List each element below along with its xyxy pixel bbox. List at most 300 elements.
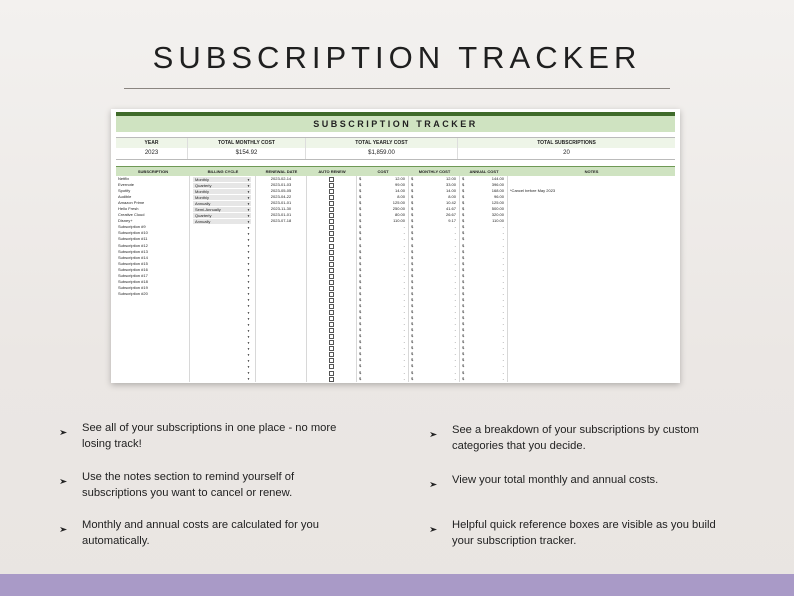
annual-cost-value: 125.00 <box>491 200 504 206</box>
billing-cycle-value: Monthly <box>195 194 210 200</box>
currency-symbol: $ <box>359 357 362 363</box>
currency-symbol: $ <box>359 206 362 212</box>
cost-value: 12.00 <box>394 176 405 181</box>
currency-symbol: $ <box>359 302 362 308</box>
annual-cost-value: 144.00 <box>491 176 504 181</box>
currency-symbol: $ <box>359 272 362 278</box>
subscription-name-cell[interactable]: Disney+ <box>116 218 190 224</box>
currency-symbol: $ <box>462 212 465 218</box>
monthly-cost-value: - <box>454 333 456 339</box>
renewal-date-cell[interactable] <box>256 376 307 382</box>
bullet-icon <box>430 522 437 527</box>
currency-symbol: $ <box>411 351 414 357</box>
annual-cost-value: - <box>502 333 504 339</box>
dropdown-arrow-icon: ▼ <box>247 322 250 327</box>
monthly-cost-value: 26.67 <box>445 212 456 218</box>
feature-item <box>82 518 352 549</box>
currency-symbol: $ <box>359 339 362 345</box>
currency-symbol: $ <box>462 309 465 315</box>
billing-cycle-value: Monthly <box>195 188 210 194</box>
column-header: COST <box>377 169 389 174</box>
currency-symbol: $ <box>411 224 414 230</box>
subscription-table <box>116 166 675 386</box>
dropdown-arrow-icon: ▼ <box>247 189 250 194</box>
cost-value: 110.00 <box>393 218 405 224</box>
dropdown-arrow-icon: ▼ <box>247 256 250 261</box>
cost-value: 99.00 <box>394 182 405 188</box>
currency-symbol: $ <box>359 176 362 181</box>
cost-value: 80.00 <box>394 212 405 218</box>
currency-symbol: $ <box>462 284 465 290</box>
billing-cycle-cell <box>190 376 256 382</box>
currency-symbol: $ <box>411 188 414 194</box>
monthly-cost-value: - <box>454 315 456 321</box>
cost-value: - <box>403 284 405 290</box>
summary-value: 20 <box>563 150 570 156</box>
monthly-cost-value: - <box>454 339 456 345</box>
monthly-cost-value: - <box>454 230 456 236</box>
dropdown-arrow-icon: ▼ <box>247 177 250 182</box>
monthly-cost-value: - <box>454 272 456 278</box>
monthly-cost-value: - <box>454 309 456 315</box>
summary-monthly-cost <box>188 138 306 159</box>
currency-symbol: $ <box>411 339 414 345</box>
currency-symbol: $ <box>462 266 465 272</box>
currency-symbol: $ <box>411 218 414 224</box>
bullet-icon <box>430 477 437 482</box>
monthly-cost-value: - <box>454 284 456 290</box>
annual-cost-value: - <box>502 266 504 272</box>
annual-cost-value: - <box>502 278 504 284</box>
currency-symbol: $ <box>359 345 362 351</box>
column-header: ANNUAL COST <box>469 169 499 174</box>
billing-cycle-value: Annually <box>195 218 211 224</box>
annual-cost-value: - <box>502 248 504 254</box>
column-header: BILLING CYCLE <box>207 169 239 174</box>
feature-item <box>452 473 722 489</box>
dropdown-arrow-icon: ▼ <box>247 195 250 200</box>
monthly-cost-value: - <box>454 363 456 369</box>
annual-cost-value: - <box>502 272 504 278</box>
cost-value: - <box>403 302 405 308</box>
monthly-cost-value: - <box>454 260 456 266</box>
table-row <box>116 376 675 382</box>
dropdown-arrow-icon: ▼ <box>247 231 250 236</box>
dropdown-arrow-icon: ▼ <box>247 364 250 369</box>
billing-cycle-cell <box>190 206 256 212</box>
currency-symbol: $ <box>462 206 465 212</box>
monthly-cost-value: - <box>454 327 456 333</box>
currency-symbol: $ <box>359 188 362 194</box>
sheet-title: SUBSCRIPTION TRACKER <box>116 116 675 132</box>
summary-value: $1,859.00 <box>368 150 395 156</box>
summary-yearly-cost <box>306 138 458 159</box>
dropdown-arrow-icon: ▼ <box>247 328 250 333</box>
annual-cost-value: - <box>502 357 504 363</box>
currency-symbol: $ <box>462 200 465 206</box>
monthly-cost-value: - <box>454 296 456 302</box>
subscription-name-cell[interactable]: Hello Fresh <box>116 206 190 212</box>
renewal-date-cell[interactable]: 2023-02-14 <box>256 176 307 182</box>
summary-boxes <box>116 137 675 160</box>
monthly-cost-value: 41.67 <box>445 206 456 212</box>
monthly-cost-value: 33.00 <box>445 182 456 188</box>
currency-symbol: $ <box>411 260 414 266</box>
subscription-name-cell[interactable]: Audible <box>116 194 190 200</box>
currency-symbol: $ <box>359 284 362 290</box>
cost-value: - <box>403 290 405 296</box>
cost-value: - <box>403 339 405 345</box>
currency-symbol: $ <box>462 357 465 363</box>
cost-value: - <box>403 278 405 284</box>
summary-value[interactable]: 2023 <box>144 150 159 156</box>
currency-symbol: $ <box>462 272 465 278</box>
annual-cost-value: - <box>502 224 504 230</box>
currency-symbol: $ <box>411 369 414 375</box>
renewal-date-cell[interactable]: 2023-05-05 <box>256 188 307 194</box>
currency-symbol: $ <box>411 236 414 242</box>
billing-cycle-dropdown[interactable] <box>193 183 251 189</box>
renewal-date-cell[interactable]: 2023-01-01 <box>256 212 307 218</box>
dropdown-arrow-icon: ▼ <box>247 334 250 339</box>
feature-item <box>452 518 722 549</box>
feature-text: View your total monthly and annual costs. <box>452 474 659 486</box>
annual-cost-value: 320.00 <box>491 212 504 218</box>
currency-symbol: $ <box>411 230 414 236</box>
cost-value: - <box>403 363 405 369</box>
currency-symbol: $ <box>462 302 465 308</box>
cost-value: - <box>403 375 405 381</box>
subscription-name-cell[interactable]: Subscription #15 <box>116 261 190 267</box>
dropdown-arrow-icon: ▼ <box>247 225 250 230</box>
currency-symbol: $ <box>462 351 465 357</box>
dropdown-arrow-icon: ▼ <box>247 213 250 218</box>
billing-cycle-dropdown[interactable] <box>193 207 251 213</box>
currency-symbol: $ <box>359 248 362 254</box>
currency-symbol: $ <box>359 266 362 272</box>
currency-symbol: $ <box>359 309 362 315</box>
feature-item <box>82 421 352 452</box>
spreadsheet-preview <box>111 109 680 383</box>
currency-symbol: $ <box>411 200 414 206</box>
currency-symbol: $ <box>462 248 465 254</box>
dropdown-arrow-icon: ▼ <box>247 262 250 267</box>
summary-year <box>116 138 188 159</box>
currency-symbol: $ <box>411 242 414 248</box>
feature-text: Helpful quick reference boxes are visible as you build your subscription tracker. <box>452 519 716 547</box>
monthly-cost-value: - <box>454 369 456 375</box>
annual-cost-value: - <box>502 296 504 302</box>
column-header: MONTHLY COST <box>418 169 451 174</box>
currency-symbol: $ <box>462 315 465 321</box>
currency-symbol: $ <box>359 230 362 236</box>
dropdown-arrow-icon: ▼ <box>247 377 250 382</box>
annual-cost-value: - <box>502 375 504 381</box>
feature-text: Use the notes section to remind yourself of subscriptions you want to cancel or renew. <box>82 471 295 499</box>
subscription-name-cell[interactable]: Subscription #16 <box>116 267 190 273</box>
cost-cell[interactable] <box>357 376 409 382</box>
cost-value: - <box>403 321 405 327</box>
monthly-cost-value: 14.00 <box>445 188 456 194</box>
monthly-cost-value: - <box>454 242 456 248</box>
renewal-date-cell[interactable]: 2023-11-30 <box>256 206 307 212</box>
subscription-name-cell[interactable]: Spotify <box>116 188 190 194</box>
dropdown-arrow-icon: ▼ <box>247 268 250 273</box>
currency-symbol: $ <box>359 296 362 302</box>
annual-cost-value: 96.00 <box>493 194 504 200</box>
annual-cost-value: - <box>502 254 504 260</box>
dropdown-arrow-icon: ▼ <box>247 201 250 206</box>
currency-symbol: $ <box>411 363 414 369</box>
currency-symbol: $ <box>359 236 362 242</box>
currency-symbol: $ <box>462 369 465 375</box>
monthly-cost-value: - <box>454 290 456 296</box>
monthly-cost-value: - <box>454 357 456 363</box>
bullet-icon <box>60 425 67 430</box>
currency-symbol: $ <box>411 333 414 339</box>
currency-symbol: $ <box>411 176 414 181</box>
annual-cost-value: - <box>502 345 504 351</box>
subscription-name-cell[interactable]: Subscription #17 <box>116 273 190 279</box>
cost-value: - <box>403 315 405 321</box>
currency-symbol: $ <box>411 302 414 308</box>
currency-symbol: $ <box>359 290 362 296</box>
currency-symbol: $ <box>359 182 362 188</box>
currency-symbol: $ <box>462 242 465 248</box>
billing-cycle-cell <box>190 218 256 224</box>
currency-symbol: $ <box>462 218 465 224</box>
currency-symbol: $ <box>411 254 414 260</box>
dropdown-arrow-icon: ▼ <box>247 352 250 357</box>
billing-cycle-cell <box>190 182 256 188</box>
dropdown-arrow-icon: ▼ <box>247 244 250 249</box>
table-header <box>116 166 675 176</box>
annual-cost-value: 168.00 <box>491 188 504 194</box>
dropdown-arrow-icon: ▼ <box>247 346 250 351</box>
dropdown-arrow-icon: ▼ <box>247 183 250 188</box>
dropdown-arrow-icon: ▼ <box>247 280 250 285</box>
currency-symbol: $ <box>462 339 465 345</box>
renewal-date-cell[interactable]: 2023-07-18 <box>256 218 307 224</box>
cost-value: 14.00 <box>394 188 405 194</box>
billing-cycle-value: Quarterly <box>195 182 212 188</box>
bottom-color-band <box>0 574 794 596</box>
feature-text: Monthly and annual costs are calculated for you automatically. <box>82 519 319 547</box>
currency-symbol: $ <box>462 363 465 369</box>
dropdown-arrow-icon: ▼ <box>247 371 250 375</box>
summary-label: TOTAL MONTHLY COST <box>188 138 305 148</box>
billing-cycle-dropdown[interactable] <box>193 189 251 195</box>
subscription-name-cell[interactable]: Subscription #9 <box>116 224 190 230</box>
annual-cost-value: - <box>502 284 504 290</box>
billing-cycle-dropdown[interactable] <box>193 177 251 183</box>
currency-symbol: $ <box>462 327 465 333</box>
currency-symbol: $ <box>411 327 414 333</box>
annual-cost-cell <box>460 376 508 382</box>
summary-value: $154.92 <box>235 150 258 156</box>
billing-cycle-value: Monthly <box>195 176 210 182</box>
currency-symbol: $ <box>411 321 414 327</box>
subscription-name-cell[interactable]: Amazon Prime <box>116 200 190 206</box>
cost-value: - <box>403 236 405 242</box>
dropdown-arrow-icon: ▼ <box>247 304 250 309</box>
currency-symbol: $ <box>411 296 414 302</box>
currency-symbol: $ <box>411 345 414 351</box>
column-header: NOTES <box>584 169 599 174</box>
annual-cost-value: - <box>502 230 504 236</box>
currency-symbol: $ <box>462 290 465 296</box>
monthly-cost-value: - <box>454 236 456 242</box>
cost-value: - <box>403 248 405 254</box>
dropdown-arrow-icon: ▼ <box>247 237 250 242</box>
billing-cycle-cell <box>190 194 256 200</box>
monthly-cost-value: 9.17 <box>448 218 456 224</box>
subscription-name-cell[interactable]: Creative Cloud <box>116 212 190 218</box>
dropdown-arrow-icon: ▼ <box>247 340 250 345</box>
billing-cycle-dropdown[interactable] <box>193 219 251 225</box>
monthly-cost-value: 12.00 <box>445 176 456 181</box>
dropdown-arrow-icon: ▼ <box>247 219 250 224</box>
currency-symbol: $ <box>359 321 362 327</box>
cost-value: 250.00 <box>392 206 405 212</box>
feature-item <box>452 423 722 454</box>
currency-symbol: $ <box>411 248 414 254</box>
currency-symbol: $ <box>359 254 362 260</box>
monthly-cost-value: - <box>454 345 456 351</box>
summary-label: YEAR <box>116 138 187 148</box>
currency-symbol: $ <box>411 182 414 188</box>
billing-cycle-dropdown[interactable] <box>193 213 251 219</box>
annual-cost-value: - <box>502 363 504 369</box>
subscription-name-cell[interactable]: Netflix <box>116 176 190 182</box>
subscription-name-cell[interactable]: Subscription #10 <box>116 230 190 236</box>
renewal-date-cell[interactable]: 2023-04-22 <box>256 194 307 200</box>
billing-cycle-dropdown[interactable] <box>193 201 251 207</box>
renewal-date-cell[interactable]: 2023-01-03 <box>256 182 307 188</box>
annual-cost-value: 396.00 <box>491 182 504 188</box>
currency-symbol: $ <box>462 230 465 236</box>
dropdown-arrow-icon: ▼ <box>247 310 250 315</box>
page-title: SUBSCRIPTION TRACKER <box>152 40 642 75</box>
monthly-cost-cell <box>409 376 460 382</box>
currency-symbol: $ <box>462 345 465 351</box>
cost-value: - <box>403 254 405 260</box>
annual-cost-value: - <box>502 327 504 333</box>
summary-total-subscriptions <box>458 138 675 159</box>
currency-symbol: $ <box>462 194 465 200</box>
currency-symbol: $ <box>411 315 414 321</box>
bullet-icon <box>60 474 67 479</box>
monthly-cost-value: 8.00 <box>448 194 456 200</box>
table-body <box>116 176 675 386</box>
currency-symbol: $ <box>411 375 414 381</box>
subscription-name-cell[interactable]: Subscription #18 <box>116 279 190 285</box>
currency-symbol: $ <box>411 357 414 363</box>
feature-item <box>82 470 352 501</box>
annual-cost-value: - <box>502 369 504 375</box>
subscription-name-cell[interactable]: Subscription #14 <box>116 255 190 261</box>
annual-cost-value: - <box>502 290 504 296</box>
annual-cost-value: 110.00 <box>492 218 504 224</box>
annual-cost-value: - <box>502 321 504 327</box>
subscription-name-cell[interactable]: Subscription #11 <box>116 236 190 242</box>
currency-symbol: $ <box>359 315 362 321</box>
currency-symbol: $ <box>462 260 465 266</box>
subscription-name-cell[interactable]: Evernote <box>116 182 190 188</box>
subscription-name-cell[interactable] <box>116 376 190 382</box>
subscription-name-cell[interactable]: Subscription #19 <box>116 285 190 291</box>
currency-symbol: $ <box>359 218 362 224</box>
cost-value: 125.00 <box>392 200 405 206</box>
currency-symbol: $ <box>359 212 362 218</box>
currency-symbol: $ <box>411 266 414 272</box>
currency-symbol: $ <box>359 369 362 375</box>
currency-symbol: $ <box>462 182 465 188</box>
currency-symbol: $ <box>359 278 362 284</box>
annual-cost-value: - <box>502 351 504 357</box>
dropdown-arrow-icon: ▼ <box>247 207 250 212</box>
currency-symbol: $ <box>462 278 465 284</box>
currency-symbol: $ <box>462 375 465 381</box>
monthly-cost-value: - <box>454 254 456 260</box>
billing-cycle-cell <box>190 212 256 218</box>
cost-value: - <box>403 345 405 351</box>
monthly-cost-value: - <box>454 266 456 272</box>
monthly-cost-value: 10.42 <box>445 200 456 206</box>
billing-cycle-dropdown[interactable] <box>193 195 251 201</box>
dropdown-arrow-icon: ▼ <box>247 358 250 363</box>
billing-cycle-value: Quarterly <box>195 212 212 218</box>
annual-cost-value: - <box>502 260 504 266</box>
auto-renew-cell <box>307 376 357 382</box>
currency-symbol: $ <box>359 351 362 357</box>
subscription-name-cell[interactable]: Subscription #13 <box>116 249 190 255</box>
cost-value: - <box>403 327 405 333</box>
dropdown-arrow-icon: ▼ <box>247 274 250 279</box>
cost-value: - <box>403 351 405 357</box>
subscription-name-cell[interactable]: Subscription #12 <box>116 243 190 249</box>
currency-symbol: $ <box>411 278 414 284</box>
monthly-cost-value: - <box>454 248 456 254</box>
summary-label: TOTAL YEARLY COST <box>306 138 457 148</box>
billing-cycle-cell <box>190 188 256 194</box>
column-header: SUBSCRIPTION <box>137 169 169 174</box>
currency-symbol: $ <box>411 194 414 200</box>
annual-cost-value: - <box>502 315 504 321</box>
annual-cost-value: - <box>502 302 504 308</box>
billing-cycle-cell <box>190 200 256 206</box>
currency-symbol: $ <box>462 188 465 194</box>
currency-symbol: $ <box>462 176 465 181</box>
notes-cell[interactable]: *Cancel before May 2023 <box>510 188 556 194</box>
monthly-cost-value: - <box>454 302 456 308</box>
summary-label: TOTAL SUBSCRIPTIONS <box>458 138 675 148</box>
cost-value: - <box>403 333 405 339</box>
annual-cost-value: - <box>502 236 504 242</box>
currency-symbol: $ <box>411 206 414 212</box>
auto-renew-checkbox[interactable] <box>329 377 334 382</box>
renewal-date-cell[interactable]: 2023-01-01 <box>256 200 307 206</box>
currency-symbol: $ <box>411 284 414 290</box>
currency-symbol: $ <box>411 309 414 315</box>
subscription-name-cell[interactable]: Subscription #20 <box>116 291 190 297</box>
currency-symbol: $ <box>411 272 414 278</box>
currency-symbol: $ <box>359 363 362 369</box>
notes-cell[interactable] <box>508 376 675 382</box>
bullet-icon <box>60 522 67 527</box>
bullet-icon <box>430 427 437 432</box>
annual-cost-value: - <box>502 242 504 248</box>
